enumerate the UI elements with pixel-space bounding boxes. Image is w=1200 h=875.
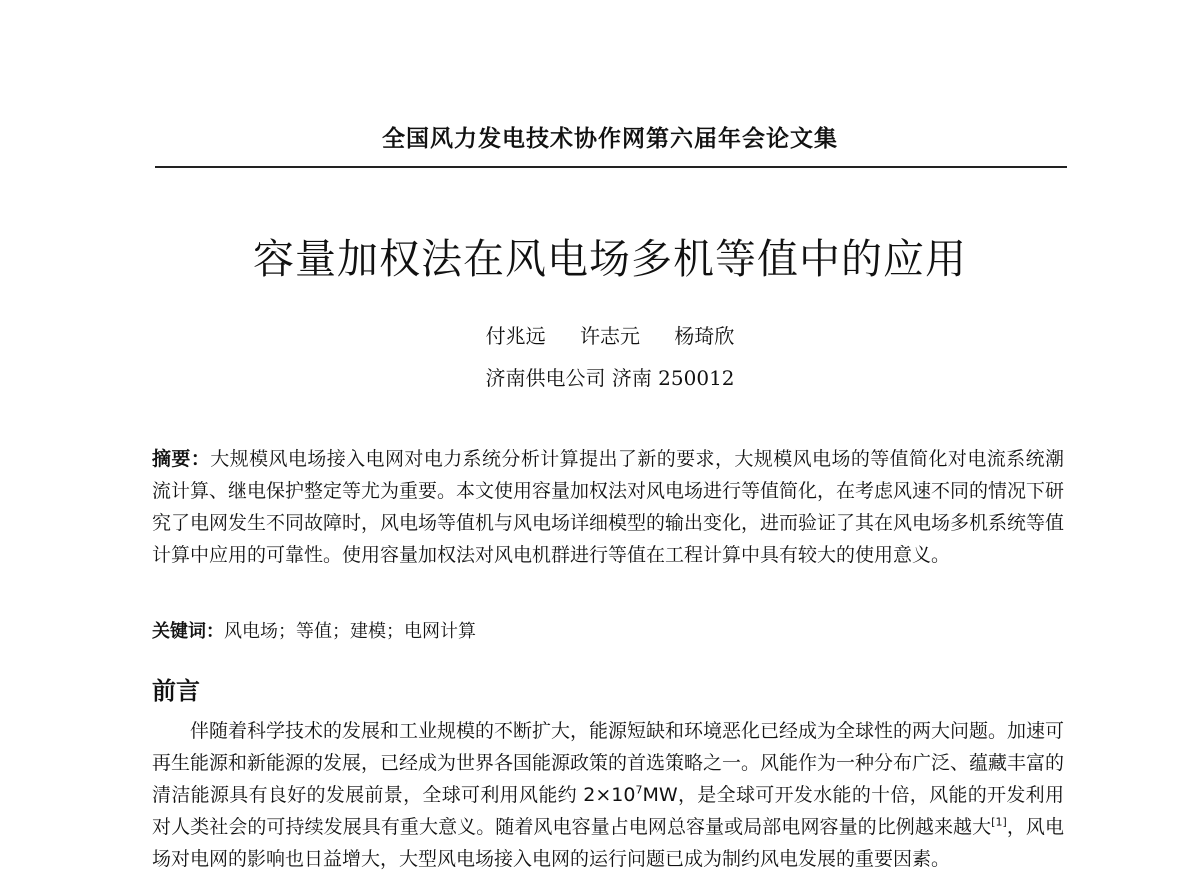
abstract-label: 摘要：	[152, 448, 211, 470]
author-name: 许志元	[580, 324, 640, 348]
keywords	[152, 620, 1064, 644]
abstract	[152, 443, 1064, 571]
header-rule	[155, 166, 1067, 168]
keywords-label: 关键词：	[152, 621, 224, 642]
affiliation: 济南供电公司 济南 250012	[485, 366, 735, 390]
running-head: 全国风力发电技术协作网第六届年会论文集	[382, 126, 838, 152]
paragraph-text: 伴随着科学技术的发展和工业规模的不断扩大，能源短缺和环境恶化已经成为全球性的两大问题。加速可再生能源和新能源的发展，已经成为世界各国能源政策的首选策略之一。风能作为一种分布广泛、蕴藏丰富的清洁能源具有良好的发展前景，全球可利用风能约 2×10	[152, 720, 1065, 806]
abstract-text: 大规模风电场接入电网对电力系统分析计算提出了新的要求，大规模风电场的等值简化对电流系统潮流计算、继电保护整定等尤为重要。本文使用容量加权法对风电场进行等值简化，在考虑风速不同的情况下研究了电网发生不同故障时，风电场等值机与风电场详细模型的输出变化，进而验证了其在风电场多机系统等值计算中应用的可靠性。使用容量加权法对风电机群进行等值在工程计算中具有较大的使用意义。	[152, 448, 1065, 566]
paragraph-text: ，风电场对电网的影响也日益增大，大型风电场接入电网的运行问题已成为制约风电发展的重要因素。	[152, 816, 1064, 870]
section-heading: 前言	[152, 677, 200, 705]
paragraph-text: MW，是全球可开发水能的十倍，风能的开发利用对人类社会的可持续发展具有重大意义。随着风电容量占电网总容量或局部电网容量的比例越来越大	[152, 784, 1064, 838]
body-paragraph	[152, 715, 1064, 875]
author-name: 杨琦欣	[674, 324, 735, 348]
paper-title: 容量加权法在风电场多机等值中的应用	[253, 235, 967, 283]
author-name: 付兆远	[485, 324, 546, 348]
author-list	[155, 320, 1065, 349]
citation-ref: [1]	[991, 815, 1007, 829]
keywords-text: 风电场；等值；建模；电网计算	[224, 621, 476, 642]
exponent: 7	[635, 783, 643, 797]
